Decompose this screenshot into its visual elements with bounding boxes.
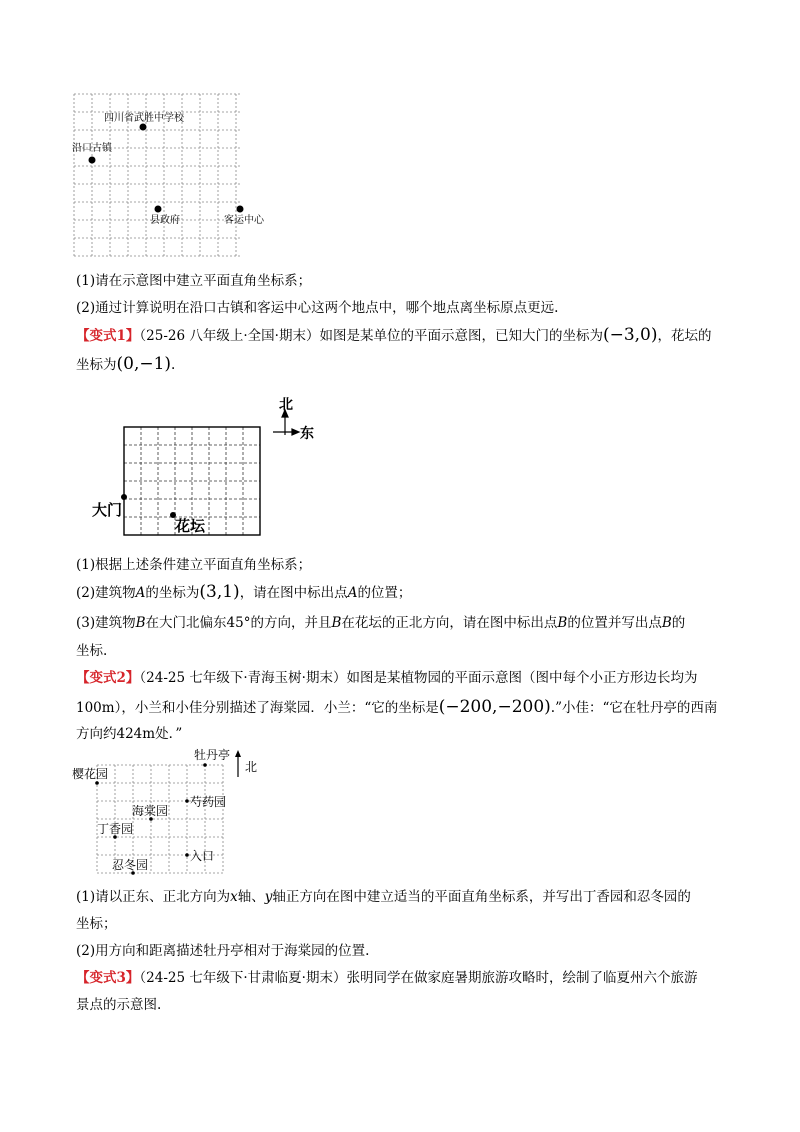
paeonia-point [185,799,189,803]
variant1-q2-text-a: (2)建筑物 [76,585,136,601]
east-label: 东 [300,426,314,442]
flower-label: 花坛 [175,517,206,535]
variant1-q3-var-g: B [557,615,568,631]
figure-3-garden [70,745,280,880]
variant2-line3 [76,725,182,743]
variant2-q1-y: y [264,889,273,905]
bus-center-point [237,206,244,213]
variant1-text3: 坐标为 [76,357,117,373]
town-label: 沿口古镇 [72,143,112,154]
variant1-text4: . [171,357,176,373]
variant2-text2-c: .”小佳：“它在牡丹亭的西南 [550,700,718,716]
variant3-line2: 景点的示意图. [76,997,162,1013]
compass-icon [273,410,299,435]
variant2-q1-line1 [76,888,691,906]
figure-1-map [70,90,290,262]
variant1-text2: ，花坛的 [657,328,712,344]
variant2-text3-c: 处．” [155,726,183,742]
variant1-q3-text-d: 的方向，并且 [250,615,332,631]
variant2-q1-x: x [230,889,238,905]
cherry-point [95,781,99,785]
variant2-q2: (2)用方向和距离描述牡丹亭相对于海棠园的位置. [76,943,370,959]
variant2-text3-b: 424m [116,726,156,742]
variant1-q3-text-h: 的位置并写出点 [567,615,662,631]
variant1-q3-var-e: B [331,615,342,631]
school-point [140,124,147,131]
variant1-q3-line2: 坐标. [76,643,108,659]
variant2-q1-text-b: 轴、 [237,889,265,905]
variant2-tag: 【变式2】 [76,670,140,686]
figure-2-plan [90,395,340,545]
variant1-line1 [76,326,712,345]
q1-part2: (2)通过计算说明在沿口古镇和客运中心这两个地点中，哪个地点离坐标原点更远. [76,300,559,316]
variant3-line1 [76,969,697,987]
variant3-text1: （24-25 七年级下·甘肃临夏·期末）张明同学在做家庭暑期旅游攻略时，绘制了临夏州六个旅游 [139,970,698,986]
peony-point [203,763,207,767]
variant1-coord2: (0,−1) [116,354,172,374]
variant1-q2-var-e: A [347,585,358,601]
variant1-q2-coord: (3,1) [199,582,240,602]
variant1-q3-var-i: B [661,615,672,631]
variant1-coord1: (−3,0) [602,325,658,345]
variant1-line2 [76,355,175,374]
variant1-q2-var-a: A [135,585,146,601]
variant1-tag: 【变式1】 [76,328,140,344]
lilac-label: 丁香园 [97,822,134,836]
variant1-q2-text-f: 的位置； [357,585,412,601]
q1-part1: (1)请在示意图中建立平面直角坐标系； [76,273,312,289]
variant1-q2 [76,583,411,602]
cherry-label: 樱花园 [72,767,109,781]
variant1-text1: （25-26 八年级上·全国·期末）如图是某单位的平面示意图，已知大门的坐标为 [139,328,603,344]
variant2-q1-line2: 坐标； [76,916,117,932]
variant2-q1-text-a: (1)请以正东、正北方向为 [76,889,231,905]
gov-label: 县政府 [150,215,180,226]
honeysuckle-label: 忍冬园 [112,858,149,872]
variant1-q3-line1 [76,614,685,632]
begonia-label: 海棠园 [132,804,169,818]
variant2-text3-a: 方向约 [76,726,117,742]
peony-label: 牡丹亭 [194,748,231,762]
gov-point [155,206,162,213]
entrance-label: 入口 [190,849,215,863]
variant1-q3-degree: 45° [226,615,251,631]
entrance-point [185,853,189,857]
variant2-text2-a: 100m [76,700,115,716]
variant2-text2-b: ），小兰和小佳分别描述了海棠园．小兰：“它的坐标是 [114,700,439,716]
town-point [89,157,96,164]
variant1-q3-text-j: 的 [671,615,686,631]
gate-point [121,494,127,500]
school-label: 四川省武胜中学校 [104,113,184,124]
variant3-tag: 【变式3】 [76,970,140,986]
north-label: 北 [279,397,293,413]
variant2-line1 [76,669,697,687]
variant1-q3-text-c: 在大门北偏东 [145,615,227,631]
variant1-q1: (1)根据上述条件建立平面直角坐标系； [76,557,312,573]
variant2-coord: (−200,−200) [438,697,551,717]
paeonia-label: 芍药园 [190,795,227,809]
variant1-q3-text-a: (3)建筑物 [76,615,136,631]
gate-label: 大门 [92,501,123,519]
variant2-text1: （24-25 七年级下·青海玉树·期末）如图是某植物园的平面示意图（图中每个小正方形边长均为 [139,670,698,686]
variant1-q3-var-b: B [135,615,146,631]
variant1-q2-text-c: 的坐标为 [145,585,200,601]
north-arrow-icon [235,750,241,777]
variant2-q1-text-c: 轴正方向在图中建立适当的平面直角坐标系，并写出丁香园和忍冬园的 [272,889,691,905]
variant1-q3-text-f: 在花坛的正北方向，请在图中标出点 [341,615,558,631]
bus-center-label: 客运中心 [224,215,264,226]
variant2-line2 [76,698,717,717]
variant1-q2-text-d: ，请在图中标出点 [239,585,348,601]
north-label-garden: 北 [245,760,258,774]
